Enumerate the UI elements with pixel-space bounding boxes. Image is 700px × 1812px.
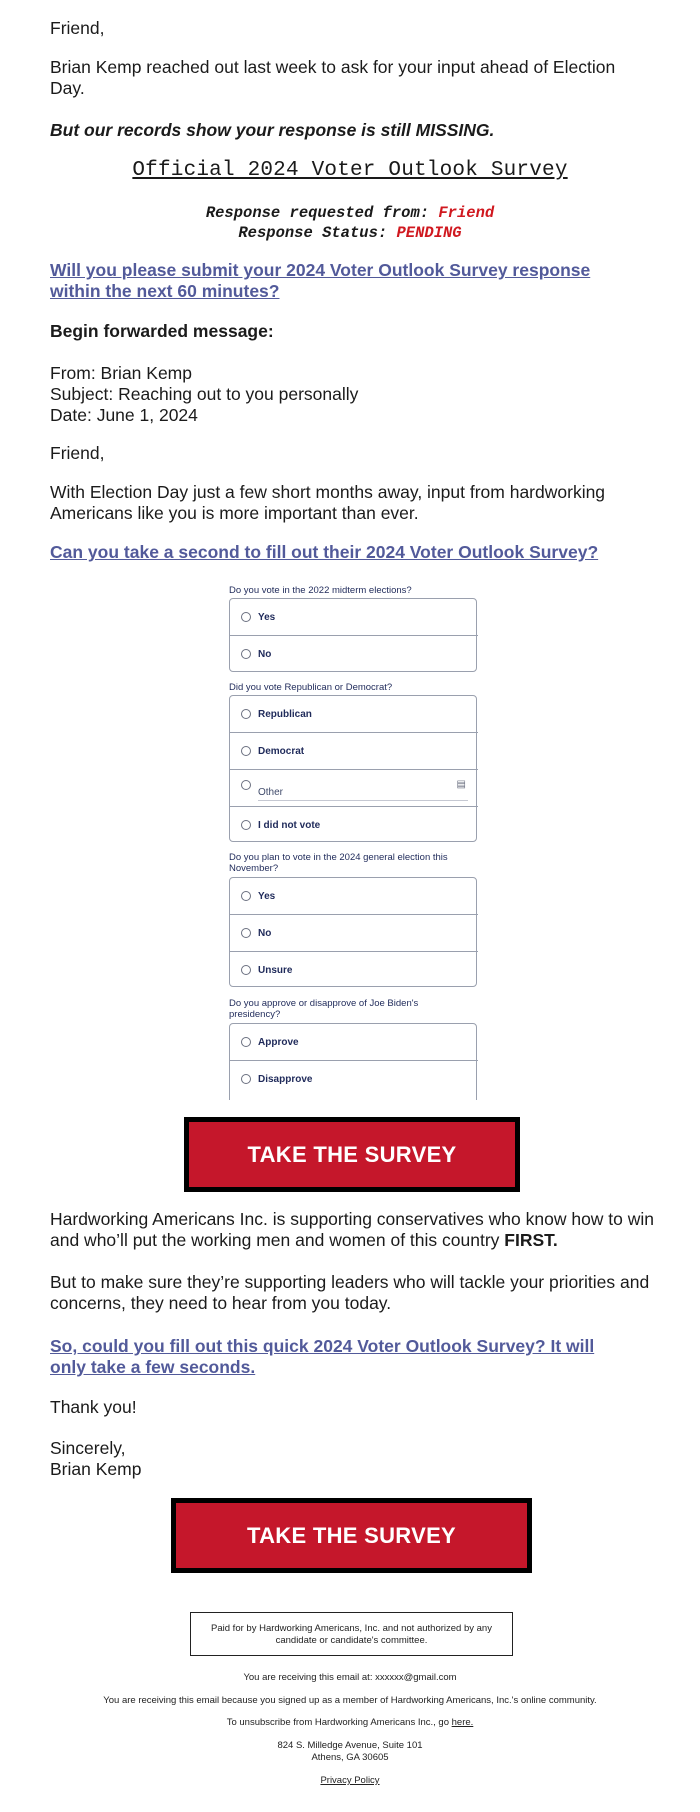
option-label: Republican [258,709,312,720]
radio-icon[interactable] [241,928,251,938]
response-requested-label: Response requested from: [205,204,430,222]
take-survey-button-2[interactable]: TAKE THE SURVEY [171,1498,532,1573]
footer-email: xxxxxx@gmail.com [375,1672,457,1683]
option-approve[interactable] [230,1024,478,1061]
missing-line: But our records show your response is still MISSING. [50,120,495,140]
option-did-not-vote[interactable] [230,806,478,843]
option-yes[interactable] [230,599,478,636]
intro-paragraph: Brian Kemp reached out last week to ask for your input ahead of Election Day. [50,57,616,98]
option-disapprove[interactable] [230,1060,478,1097]
forwarded-header: Begin forwarded message: [50,321,274,341]
paid-for-disclaimer: Paid for by Hardworking Americans, Inc. and not authorized by any candidate or candidate's committee. [190,1612,513,1656]
keyboard-icon: ▤ [456,779,466,790]
response-status-label: Response Status: [238,224,388,242]
option-no[interactable] [230,914,478,951]
radio-icon[interactable] [241,746,251,756]
option-democrat[interactable] [230,732,478,769]
body-paragraph-2 [50,1209,660,1251]
radio-icon[interactable] [241,820,251,830]
option-yes[interactable] [230,878,478,915]
question-2-options[interactable] [229,695,477,842]
body-paragraph-3: But to make sure they’re supporting leaders who will tackle your priorities and concerns, they need to hear from you today. [50,1272,650,1313]
take-survey-button-1[interactable]: TAKE THE SURVEY [184,1117,520,1192]
response-requested-line [0,203,700,223]
option-label: Yes [258,891,276,902]
option-label: Yes [258,612,276,623]
radio-icon[interactable] [241,965,251,975]
question-1-options[interactable] [229,598,477,672]
option-label: Democrat [258,746,305,757]
forwarded-date: Date: June 1, 2024 [50,405,198,425]
option-unsure[interactable] [230,951,478,988]
body-paragraph-2-text: Hardworking Americans Inc. is supporting conservatives who know how to win and who’ll put the working men and women of this country [50,1209,655,1250]
unsubscribe-link[interactable]: here. [451,1717,474,1728]
signoff: Sincerely, [50,1438,126,1458]
question-3: Do you plan to vote in the 2024 general election this November? [229,852,448,874]
option-republican[interactable] [230,696,478,733]
footer-address-2: Athens, GA 30605 [311,1752,389,1763]
forwarded-from: From: Brian Kemp [50,363,192,383]
other-input-underline [258,800,468,801]
question-4: Do you approve or disapprove of Joe Biden's presidency? [229,998,419,1020]
radio-icon[interactable] [241,709,251,719]
option-label: Disapprove [258,1074,313,1085]
thanks: Thank you! [50,1397,137,1417]
radio-icon[interactable] [241,1074,251,1084]
survey-form-preview[interactable] [229,585,479,1100]
question-1: Do you vote in the 2022 midterm elections? [229,585,412,596]
footer-unsubscribe-prefix: To unsubscribe from Hardworking Americans Inc., go [226,1717,449,1728]
footer-unsubscribe-line [0,1717,700,1729]
question-2: Did you vote Republican or Democrat? [229,682,393,693]
footer-receiving-line [0,1672,700,1684]
radio-icon[interactable] [241,891,251,901]
radio-icon[interactable] [241,612,251,622]
greeting-2: Friend, [50,443,105,463]
footer-receiving-prefix: You are receiving this email at: [243,1672,373,1683]
option-label: No [258,649,272,660]
option-label: I did not vote [258,820,321,831]
response-status-line [0,223,700,243]
option-other[interactable] [230,769,478,806]
radio-icon[interactable] [241,1037,251,1047]
radio-icon[interactable] [241,649,251,659]
footer-signup-note: You are receiving this email because you signed up as a member of Hardworking Americans, Inc.'s online community. [103,1695,597,1706]
signature: Brian Kemp [50,1459,142,1479]
survey-link-3[interactable]: So, could you fill out this quick 2024 Voter Outlook Survey? It will only take a few seconds. [50,1336,595,1377]
greeting: Friend, [50,18,105,38]
radio-icon[interactable] [241,780,251,790]
forwarded-subject: Subject: Reaching out to you personally [50,384,359,404]
option-label: Approve [258,1037,299,1048]
footer-privacy-line [0,1775,700,1787]
response-status-value: PENDING [396,224,462,242]
survey-link-1[interactable]: Will you please submit your 2024 Voter Outlook Survey response within the next 60 minutes? [50,260,591,301]
question-3-options[interactable] [229,877,477,987]
body-paragraph-2-bold: FIRST. [504,1230,558,1250]
privacy-policy-link[interactable]: Privacy Policy [320,1775,380,1786]
option-no[interactable] [230,635,478,672]
option-label: No [258,928,272,939]
other-input-placeholder[interactable]: Other [258,787,284,798]
survey-title: Official 2024 Voter Outlook Survey [132,159,568,182]
body-paragraph-1: With Election Day just a few short months away, input from hardworking Americans like you is more important than ever. [50,482,606,523]
survey-link-2[interactable]: Can you take a second to fill out their 2024 Voter Outlook Survey? [50,542,599,562]
option-label: Unsure [258,965,293,976]
question-4-options[interactable] [229,1023,477,1100]
response-requested-value: Friend [438,204,495,222]
footer-address-1: 824 S. Milledge Avenue, Suite 101 [277,1740,423,1751]
